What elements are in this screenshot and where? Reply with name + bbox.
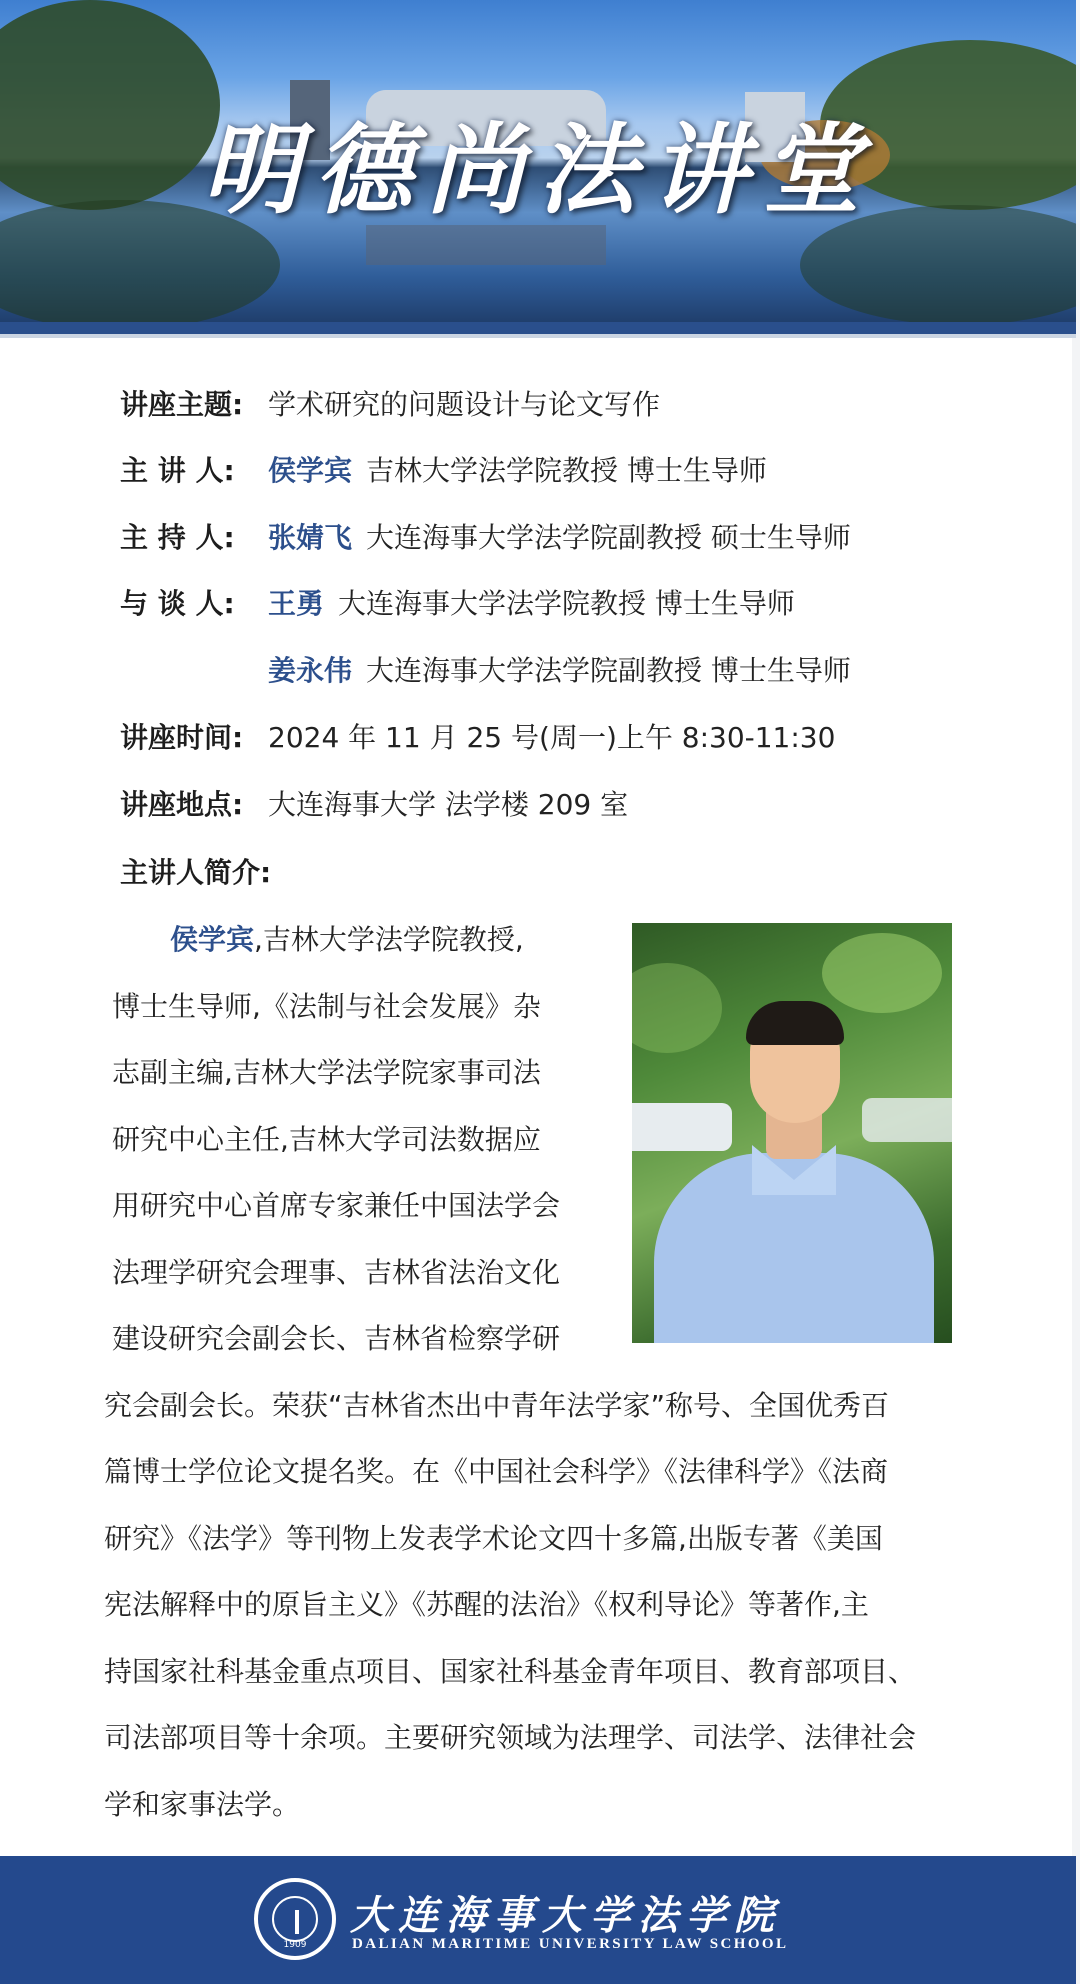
anchor-icon xyxy=(295,1910,299,1934)
bio-line: 持国家社科基金重点项目、国家社科基金青年项目、教育部项目、 xyxy=(104,1655,917,1688)
bio-line: 研究中心主任,吉林大学司法数据应 xyxy=(112,1123,541,1156)
banner-divider xyxy=(0,322,1076,334)
bio-speaker-name: 侯学宾 xyxy=(170,923,255,956)
host-label: 主 持 人: xyxy=(120,521,235,554)
bio-line: 志副主编,吉林大学法学院家事司法 xyxy=(112,1056,541,1089)
info-topic xyxy=(120,385,660,425)
photo-foliage xyxy=(822,933,942,1013)
photo-background-car xyxy=(632,1103,732,1151)
info-panel-second xyxy=(120,651,851,691)
info-speaker xyxy=(120,451,767,491)
banner-divider-light xyxy=(0,334,1076,338)
bio-line: 学和家事法学。 xyxy=(104,1788,301,1821)
place-value: 大连海事大学 法学楼 209 室 xyxy=(268,788,629,821)
logo-inner-ring xyxy=(272,1896,318,1942)
bio-line: 建设研究会副会长、吉林省检察学研 xyxy=(112,1322,561,1355)
bio-line: 研究》《法学》等刊物上发表学术论文四十多篇,出版专著《美国 xyxy=(104,1522,883,1555)
panel-label: 与 谈 人: xyxy=(120,587,235,620)
panelist-name: 王勇 xyxy=(268,587,325,620)
bio-line: 司法部项目等十余项。主要研究领域为法理学、司法学、法律社会 xyxy=(104,1721,917,1754)
banner-title: 明德尚法讲堂 xyxy=(201,113,874,228)
speaker-label: 主 讲 人: xyxy=(120,454,235,487)
photo-background-car xyxy=(862,1098,952,1142)
bio-first-line: ,吉林大学法学院教授, xyxy=(254,923,524,956)
bio-line xyxy=(170,920,524,960)
time-label: 讲座时间: xyxy=(120,721,244,754)
footer-bar xyxy=(0,1856,1076,1984)
bio-line: 究会副会长。荣获“吉林省杰出中青年法学家”称号、全国优秀百 xyxy=(104,1389,890,1422)
info-place xyxy=(120,785,628,825)
panelist-title: 大连海事大学法学院副教授 博士生导师 xyxy=(366,654,851,687)
speaker-title: 吉林大学法学院教授 博士生导师 xyxy=(366,454,767,487)
header-banner xyxy=(0,0,1076,322)
panelist-name: 姜永伟 xyxy=(268,654,353,687)
info-panel xyxy=(120,584,795,624)
speaker-name: 侯学宾 xyxy=(268,454,353,487)
school-name-cn: 大连海事大学法学院 xyxy=(350,1892,782,1939)
bio-line: 用研究中心首席专家兼任中国法学会 xyxy=(112,1189,561,1222)
topic-value: 学术研究的问题设计与论文写作 xyxy=(268,388,661,421)
host-title: 大连海事大学法学院副教授 硕士生导师 xyxy=(366,521,851,554)
host-name: 张婧飞 xyxy=(268,521,353,554)
place-label: 讲座地点: xyxy=(120,788,244,821)
topic-label: 讲座主题: xyxy=(120,388,244,421)
speaker-hair xyxy=(746,1001,844,1045)
university-logo xyxy=(254,1878,336,1960)
time-value: 2024 年 11 月 25 号(周一)上午 8:30-11:30 xyxy=(268,721,836,754)
bio-heading-label: 主讲人简介: xyxy=(120,856,272,889)
info-time xyxy=(120,718,835,758)
school-name-en: DALIAN MARITIME UNIVERSITY LAW SCHOOL xyxy=(352,1936,789,1952)
info-host xyxy=(120,518,851,558)
bio-heading xyxy=(120,853,271,893)
photo-foliage xyxy=(632,963,722,1053)
panelist-title: 大连海事大学法学院教授 博士生导师 xyxy=(338,587,795,620)
bio-line: 博士生导师,《法制与社会发展》杂 xyxy=(112,990,541,1023)
speaker-photo xyxy=(632,923,952,1343)
bio-line: 法理学研究会理事、吉林省法治文化 xyxy=(112,1256,561,1289)
bio-line: 篇博士学位论文提名奖。在《中国社会科学》《法律科学》《法商 xyxy=(104,1455,889,1488)
bio-line: 宪法解释中的原旨主义》《苏醒的法治》《权利导论》等著作,主 xyxy=(104,1588,869,1621)
logo-year: 1909 xyxy=(283,1940,307,1950)
